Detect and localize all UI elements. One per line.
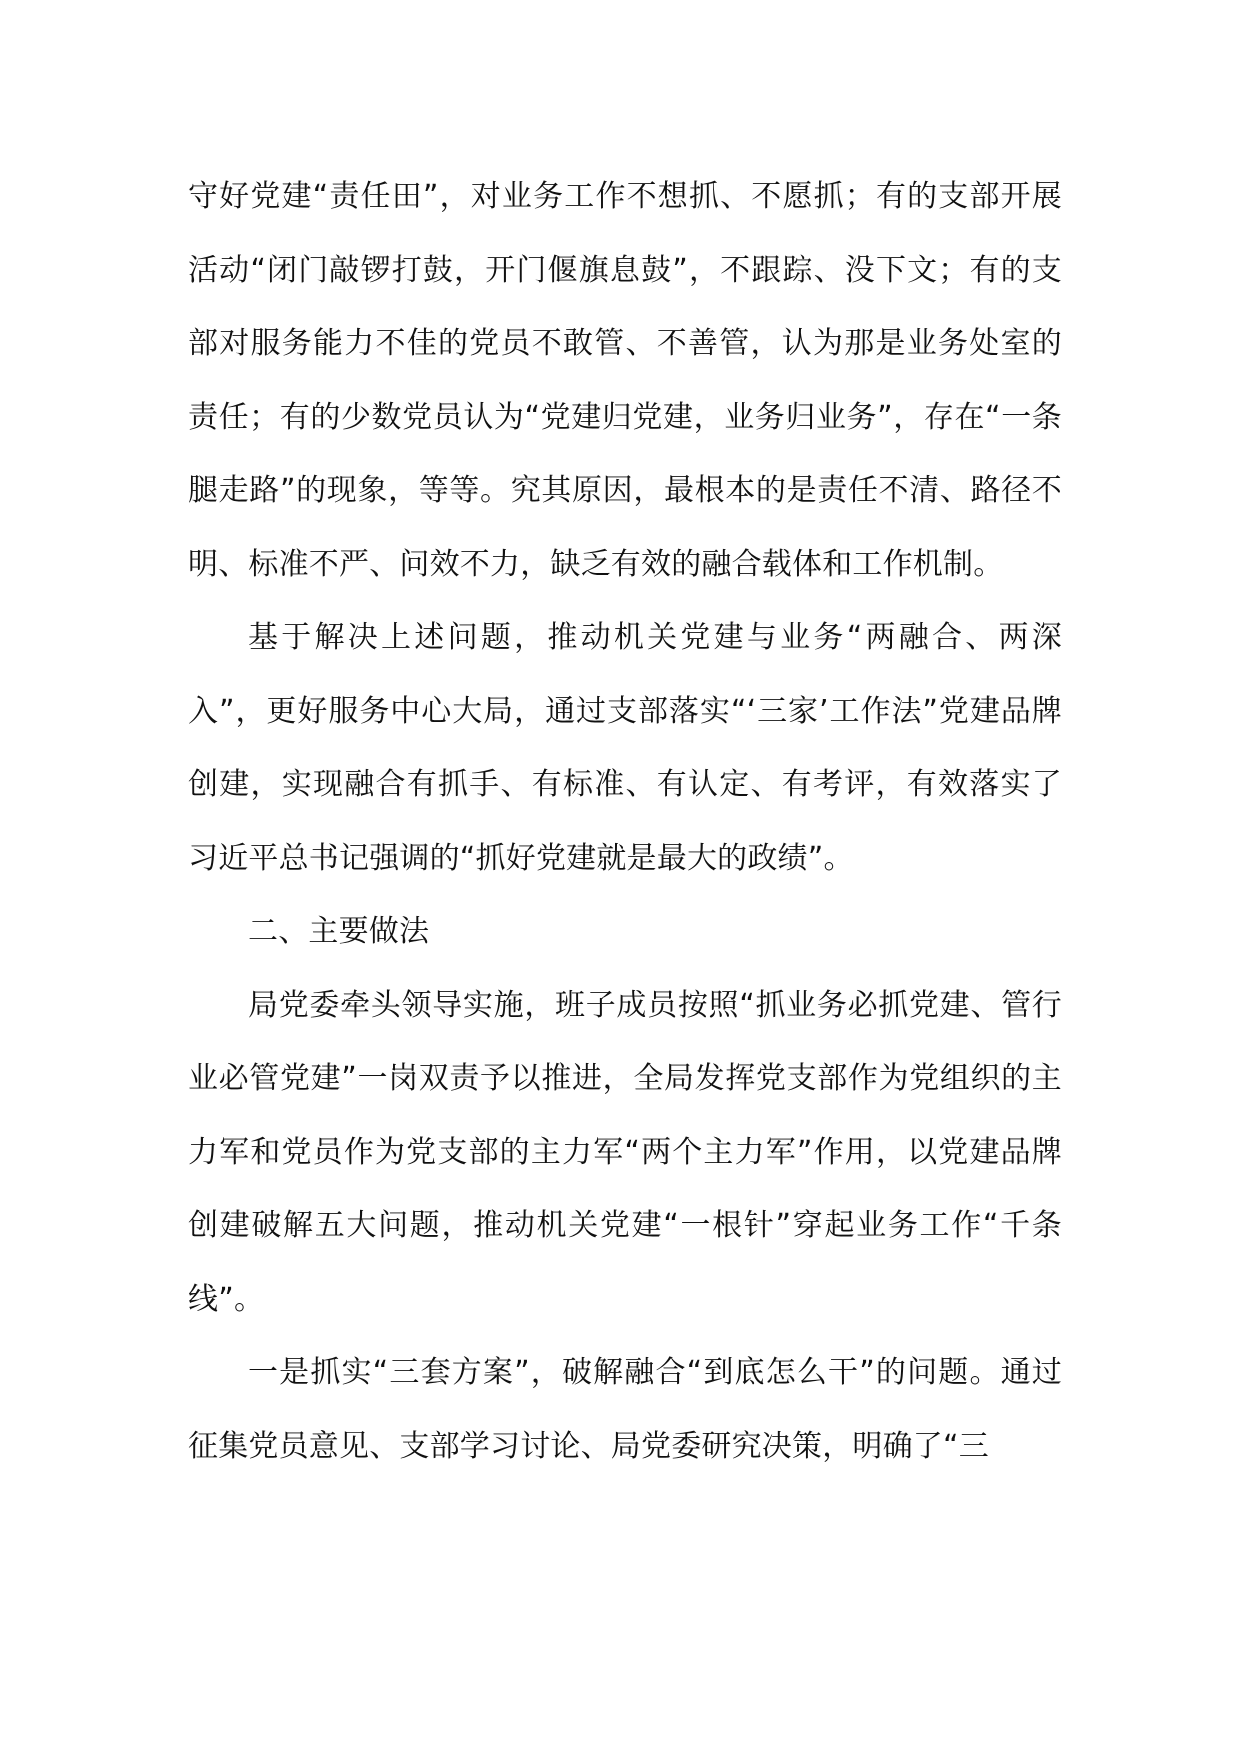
paragraph-2: 基于解决上述问题，推动机关党建与业务“两融合、两深入”，更好服务中心大局，通过支部落实“‘三家’工作法”党建品牌创建，实现融合有抓手、有标准、有认定、有考评，有效落实了习近平总书记强调的“抓好党建就是最大的政绩”。 [188, 620, 1062, 876]
paragraph-5: 一是抓实“三套方案”，破解融合“到底怎么干”的问题。通过征集党员意见、支部学习讨论、局党委研究决策，明确了“三 [188, 1355, 1062, 1464]
document-body [188, 160, 1062, 1483]
section-heading: 二、主要做法 [248, 914, 430, 949]
paragraph-1: 守好党建“责任田”，对业务工作不想抓、不愿抓；有的支部开展活动“闭门敲锣打鼓，开门偃旗息鼓”，不跟踪、没下文；有的支部对服务能力不佳的党员不敢管、不善管，认为那是业务处室的责任；有的少数党员认为“党建归党建，业务归业务”，存在“一条腿走路”的现象，等等。究其原因，最根本的是责任不清、路径不明、标准不严、问效不力，缺乏有效的融合载体和工作机制。 [188, 179, 1062, 582]
paragraph-4: 局党委牵头领导实施，班子成员按照“抓业务必抓党建、管行业必管党建”一岗双责予以推进，全局发挥党支部作为党组织的主力军和党员作为党支部的主力军“两个主力军”作用，以党建品牌创建破解五大问题，推动机关党建“一根针”穿起业务工作“千条线”。 [188, 987, 1062, 1317]
